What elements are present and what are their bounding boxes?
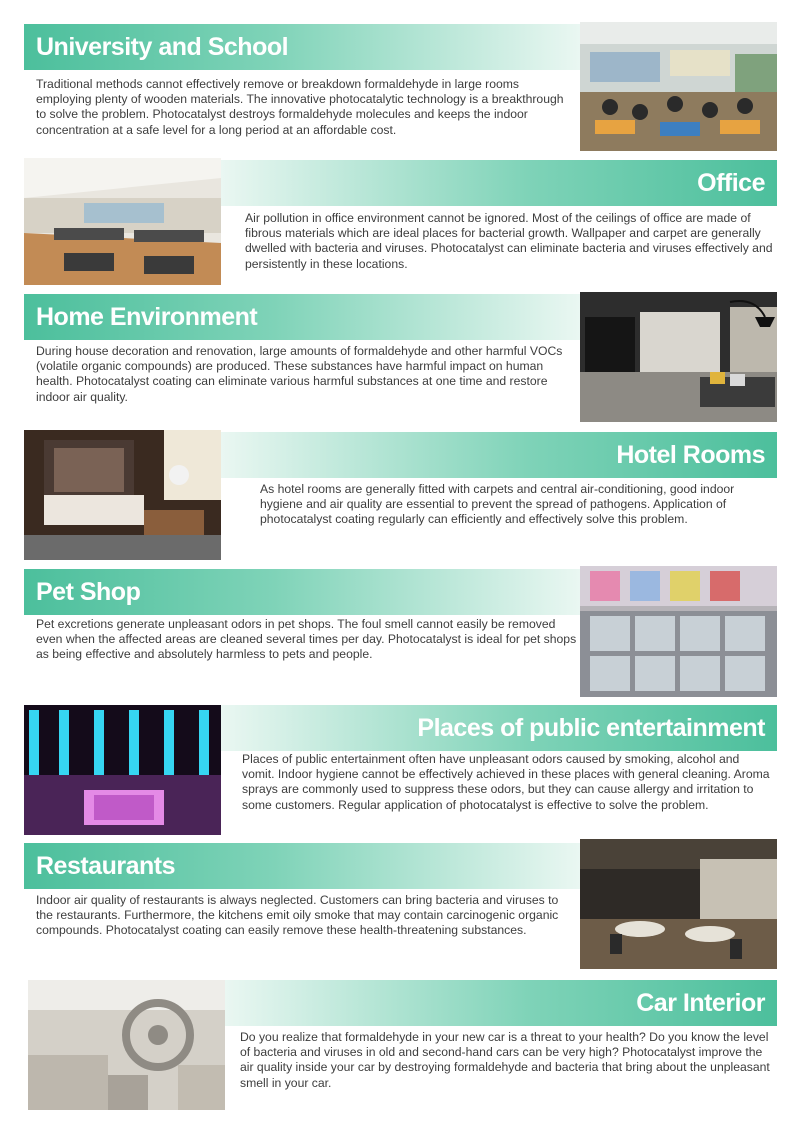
section-banner [221,160,777,206]
pet-shop-photo [580,566,777,697]
living-room-photo [580,292,777,422]
classroom-photo [580,22,777,151]
section-title: Places of public entertainment [417,713,765,742]
section-title: Restaurants [36,851,175,880]
office-photo [24,158,221,285]
section-text: Air pollution in office environment cannot be ignored. Most of the ceilings of office are made of fibrous materials which are ideal places for bacterial growth. Wallpaper and carpet are generally dwelled with bacteria and viruses. Photocatalyst can eliminate bacteria and viruses effectively and persistently in these locations. [245,211,773,271]
section-title: Hotel Rooms [616,440,765,469]
nightclub-photo [24,705,221,835]
section-banner [225,980,777,1026]
restaurant-photo [580,839,777,969]
section-text: Indoor air quality of restaurants is always neglected. Customers can bring bacteria and viruses to the restaurants. Furthermore, the kitchens emit oily smoke that may contain carcinogenic organic compounds. Photocatalyst coating can easily remove these health-threatening substances. [36,893,559,938]
section-text: Traditional methods cannot effectively remove or breakdown formaldehyde in large rooms employing plenty of wooden materials. The innovative photocatalytic technology is a breakthrough to solve the problem. Photocatalyst destroys formaldehyde molecules and keeps the indoor concentration at a safe level for a long period at an affordable cost. [36,77,564,137]
section-banner [24,569,580,615]
section-title: Pet Shop [36,577,141,606]
section-text: During house decoration and renovation, large amounts of formaldehyde and other harmful VOCs (volatile organic compounds) are produced. These substances have harmful impact on human health. Photocatalyst coating can eliminate various harmful substances at one time and restore indoor air quality. [36,344,563,404]
section-text: Pet excretions generate unpleasant odors in pet shops. The foul smell cannot easily be removed even when the affected areas are cleaned several times per day. Photocatalyst is ideal for pet shops as being effective and absolutely harmless to pets and people. [36,617,577,662]
section-text: Do you realize that formaldehyde in your new car is a threat to your health? Do you know the level of bacteria and viruses in old and second-hand cars can be very high? Photocatalyst improve the air quality inside your car by destroying formaldehyde and bacteria that bring about the unpleasant smell in your car. [240,1030,770,1090]
section-banner [221,432,777,478]
section-text: Places of public entertainment often have unpleasant odors caused by smoking, alcohol and vomit. Indoor hygiene cannot be effectively achieved in these places with general cleaning. Aroma sprays are commonly used to suppress these odors, but they can cause allergy and irritation to some customers. Regular application of photocatalyst is effective to solve the problem. [242,752,770,812]
section-title: Car Interior [636,988,765,1017]
hotel-room-photo [24,430,221,560]
section-title: Office [697,168,765,197]
section-title: University and School [36,32,289,61]
section-banner [221,705,777,751]
section-title: Home Environment [36,302,258,331]
section-banner [24,24,580,70]
section-banner [24,843,580,889]
section-banner [24,294,580,340]
car-interior-photo [28,980,225,1110]
section-text: As hotel rooms are generally fitted with carpets and central air-conditioning, good indoor hygiene and air quality are essential to prevent the spread of pathogens. Application of photocatalyst coating regularly can efficiently and effectively solve this problem. [260,482,735,527]
